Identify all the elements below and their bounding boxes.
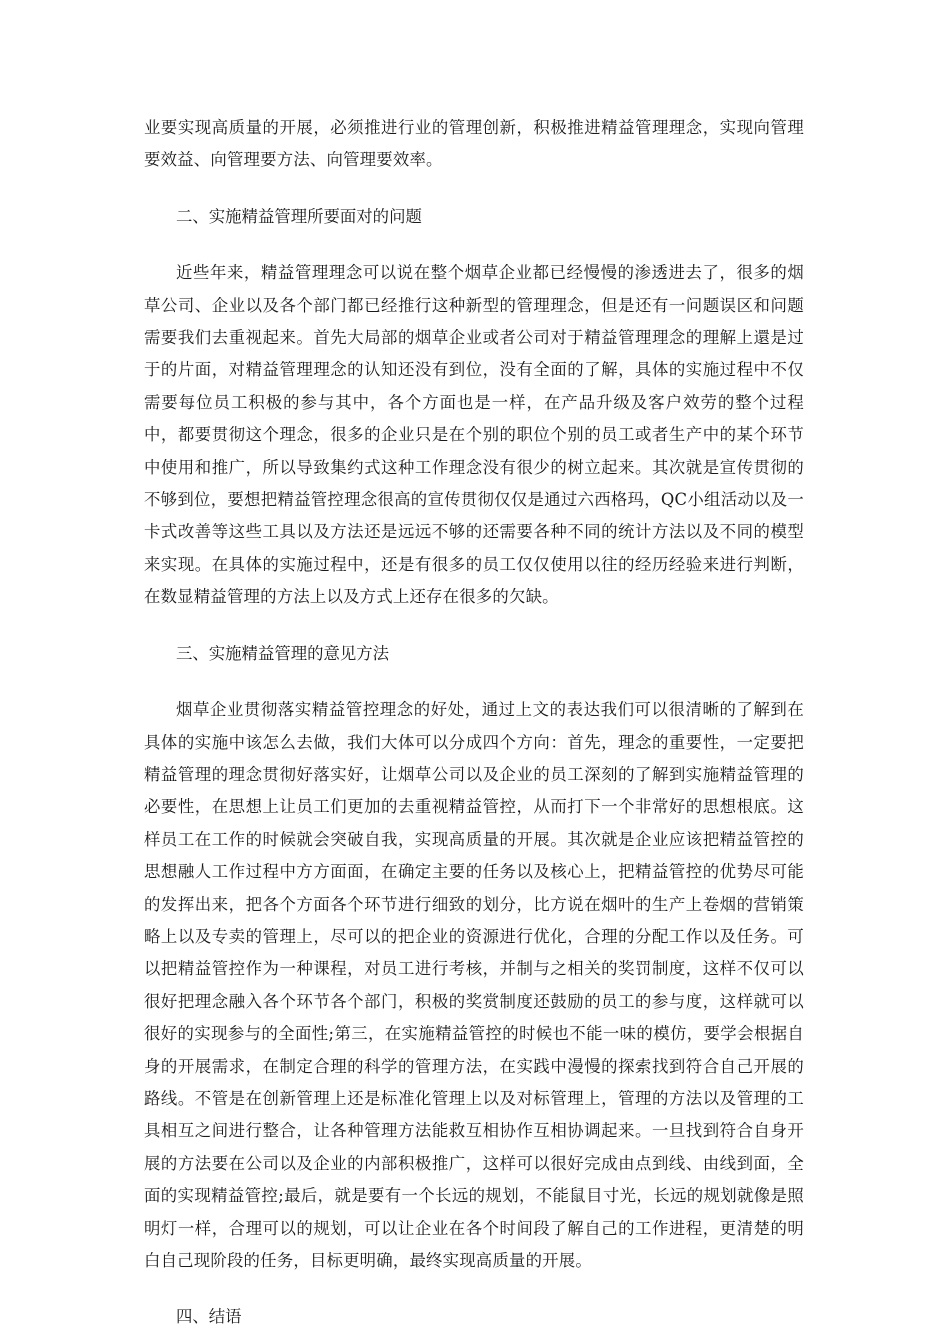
paragraph-spacer (144, 670, 804, 694)
paragraph-spacer (144, 177, 804, 201)
body-paragraph: 烟草企业贯彻落实精益管控理念的好处，通过上文的表达我们可以很清晰的了解到在具体的实施中该怎么去做，我们大体可以分成四个方向：首先，理念的重要性，一定要把精益管理的理念贯彻好落实好，让烟草公司以及企业的员工深刻的了解到实施精益管理的必要性，在思想上让员工们更加的去重视精益管控，从而打下一个非常好的思想根底。这样员工在工作的时候就会突破自我，实现高质量的开展。其次就是企业应该把精益管控的思想融人工作过程中方方面面，在确定主要的任务以及核心上，把精益管控的优势尽可能的发挥出来，把各个方面各个环节进行细致的划分，比方说在烟叶的生产上卷烟的营销策略上以及专卖的管理上，尽可以的把企业的资源进行优化，合理的分配工作以及任务。可以把精益管控作为一种课程，对员工进行考核，并制与之相关的奖罚制度，这样不仅可以很好把理念融入各个环节各个部门，积极的奖赏制度还鼓励的员工的参与度，这样就可以很好的实现参与的全面性;第三，在实施精益管控的时候也不能一味的模仿，要学会根据自身的开展需求，在制定合理的科学的管理方法，在实践中漫慢的探索找到符合自己开展的路线。不管是在创新管理上还是标准化管理上以及对标管理上，管理的方法以及管理的工具相互之间进行整合，让各种管理方法能救互相协作互相协调起来。一旦找到符合自身开展的方法要在公司以及企业的内部积极推广，这样可以很好完成由点到线、由线到面，全面的实现精益管控;最后，就是要有一个长远的规划，不能鼠目寸光，长远的规划就像是照明灯一样，合理可以的规划，可以让企业在各个时间段了解自己的工作进程，更清楚的明白自己现阶段的任务，目标更明确，最终实现高质量的开展。 (144, 700, 804, 1270)
section-heading: 二、实施精益管理所要面对的问题 (176, 206, 422, 226)
body-paragraph: 近些年来，精益管理理念可以说在整个烟草企业都已经慢慢的渗透进去了，很多的烟草公司、企业以及各个部门都已经推行这种新型的管理理念，但是还有一问题误区和问题需要我们去重视起来。首先大局部的烟草企业或者公司对于精益管理理念的理解上還是过于的片面，对精益管理理念的认知还没有到位，没有全面的了解，具体的实施过程中不仅需要每位员工积极的参与其中，各个方面也是一样，在产品升级及客户效劳的整个过程中，都要贯彻这个理念，很多的企业只是在个别的职位个别的员工或者生产中的某个环节中使用和推广，所以导致集约式这种工作理念没有很少的树立起来。其次就是宣传贯彻的不够到位，要想把精益管控理念很高的宣传贯彻仅仅是通过六西格玛，QC小组活动以及一卡式改善等这些工具以及方法还是远远不够的还需要各种不同的统计方法以及不同的模型来实现。在具体的实施过程中，还是有很多的员工仅仅使用以往的经历经验来进行判断，在数显精益管理的方法上以及方式上还存在很多的欠缺。 (144, 263, 804, 607)
document-body (144, 112, 804, 1334)
body-paragraph: 业要实现高质量的开展，必须推进行业的管理创新，积极推进精益管理理念，实现向管理要效益、向管理要方法、向管理要效率。 (144, 118, 804, 170)
paragraph-spacer (144, 1277, 804, 1301)
paragraph-spacer (144, 614, 804, 638)
section-heading: 三、实施精益管理的意见方法 (176, 643, 390, 663)
paragraph-spacer (144, 233, 804, 257)
section-heading: 四、结语 (176, 1307, 242, 1327)
